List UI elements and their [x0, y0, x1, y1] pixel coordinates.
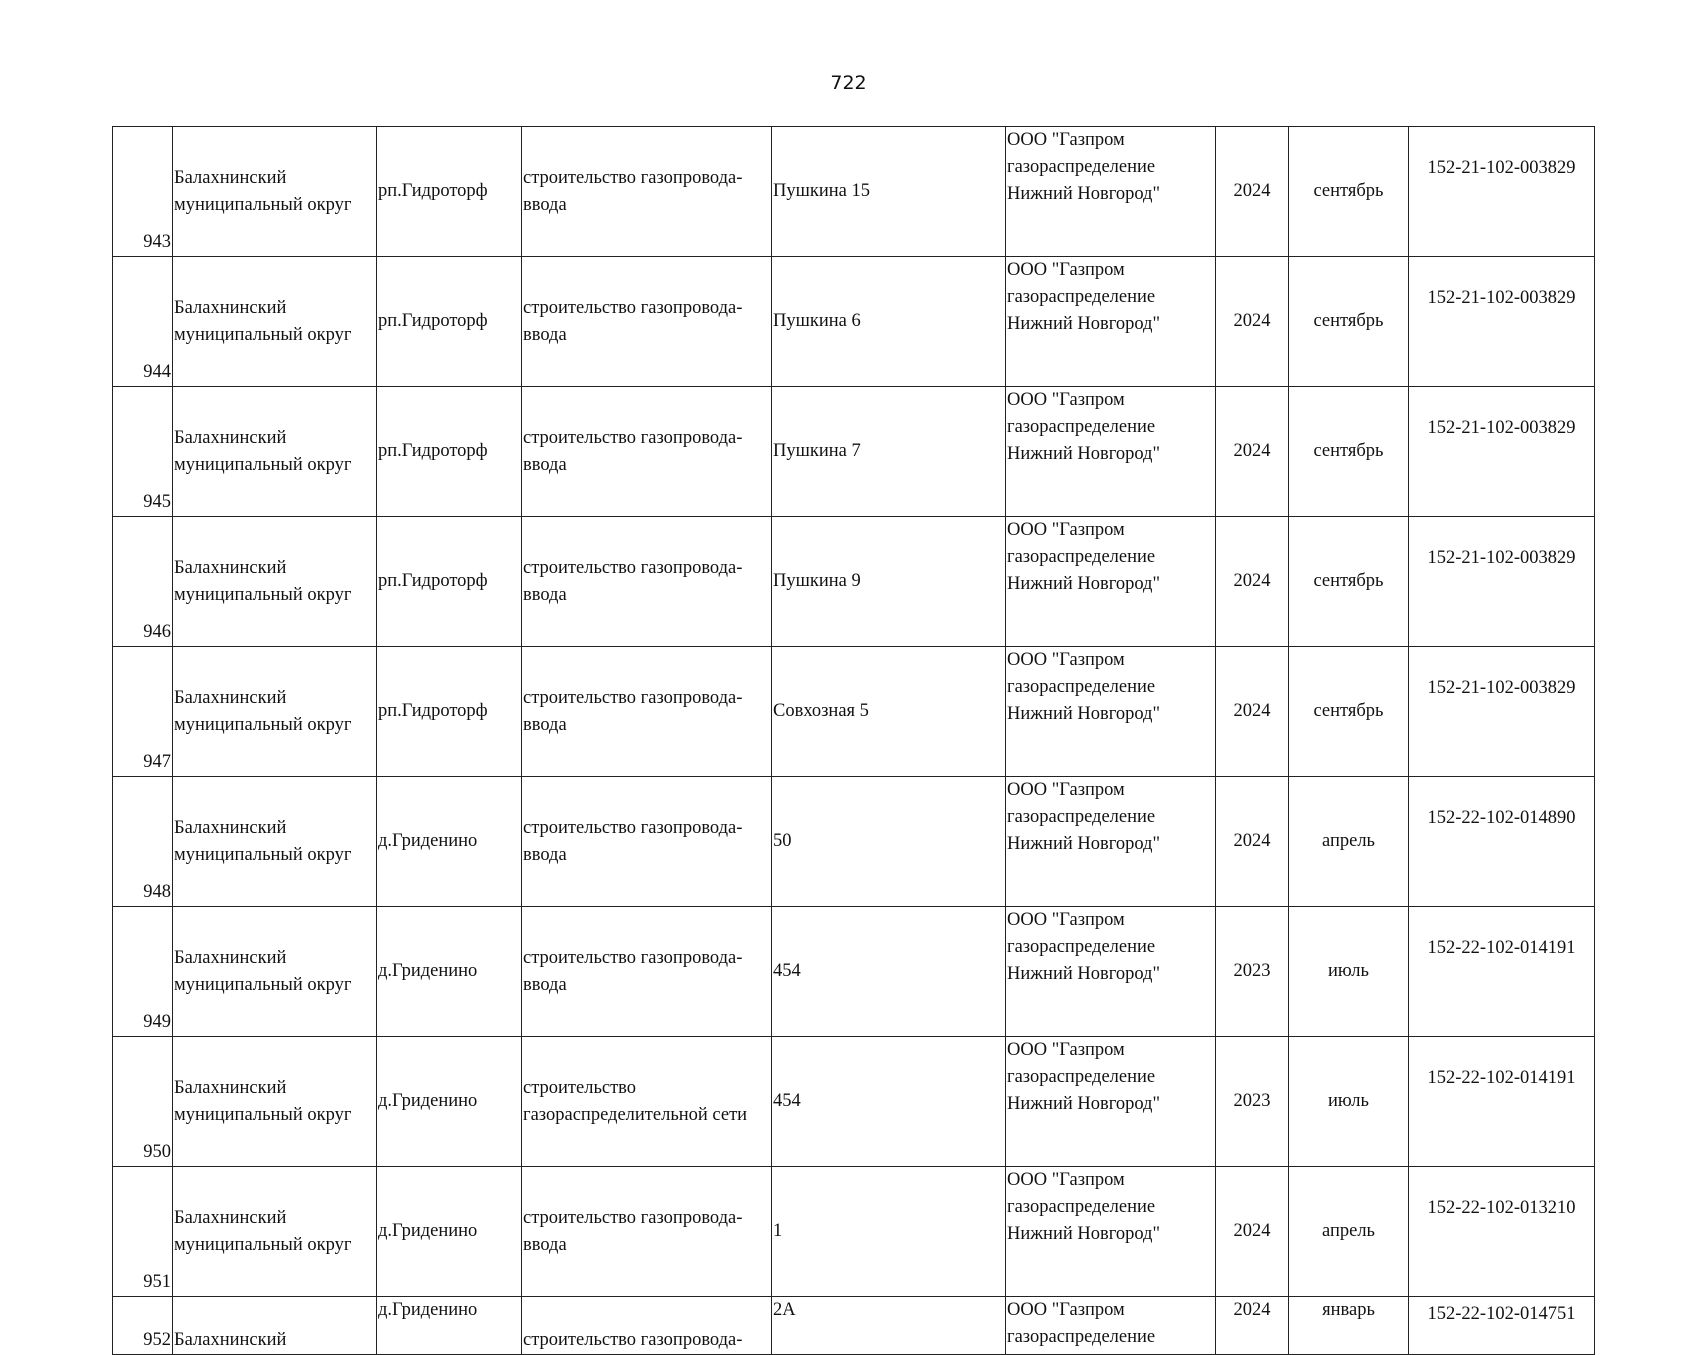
district-cell: Балахнинский муниципальный округ [173, 777, 377, 907]
month-cell: сентябрь [1289, 387, 1409, 517]
locality-cell: д.Гриденино [377, 1037, 522, 1167]
year-cell: 2024 [1216, 127, 1289, 257]
table-row [113, 257, 1595, 387]
district-cell: Балахнинский муниципальный округ [173, 127, 377, 257]
row-number: 952 [113, 1297, 173, 1355]
locality-cell: рп.Гидроторф [377, 387, 522, 517]
row-number: 950 [113, 1037, 173, 1167]
work-type-cell: строительство газопровода- ввода [522, 127, 772, 257]
district-cell: Балахнинский муниципальный округ [173, 517, 377, 647]
month-cell: сентябрь [1289, 517, 1409, 647]
registry-table [112, 126, 1595, 1355]
organization-cell: ООО "Газпром газораспределение Нижний Новгород" [1006, 387, 1216, 517]
row-number: 948 [113, 777, 173, 907]
page-number: 722 [830, 72, 867, 94]
table-row [113, 647, 1595, 777]
month-cell: сентябрь [1289, 127, 1409, 257]
registry-code-cell: 152-21-102-003829 [1409, 257, 1595, 387]
registry-code-cell: 152-22-102-014890 [1409, 777, 1595, 907]
row-number: 944 [113, 257, 173, 387]
table-row [113, 1297, 1595, 1355]
table-row [113, 127, 1595, 257]
year-cell: 2024 [1216, 517, 1289, 647]
address-cell: 454 [772, 907, 1006, 1037]
year-cell: 2024 [1216, 387, 1289, 517]
locality-cell: рп.Гидроторф [377, 517, 522, 647]
registry-code-cell: 152-22-102-014751 [1409, 1297, 1595, 1355]
registry-code-cell: 152-21-102-003829 [1409, 387, 1595, 517]
work-type-cell: строительство газопровода- ввода [522, 517, 772, 647]
registry-code-cell: 152-22-102-014191 [1409, 1037, 1595, 1167]
address-cell: Пушкина 9 [772, 517, 1006, 647]
month-cell: июль [1289, 1037, 1409, 1167]
registry-code-cell: 152-21-102-003829 [1409, 127, 1595, 257]
address-cell: 1 [772, 1167, 1006, 1297]
organization-cell: ООО "Газпром газораспределение Нижний Новгород" [1006, 647, 1216, 777]
organization-cell: ООО "Газпром газораспределение Нижний Новгород" [1006, 907, 1216, 1037]
month-cell: сентябрь [1289, 257, 1409, 387]
month-cell: апрель [1289, 1167, 1409, 1297]
address-cell: Пушкина 7 [772, 387, 1006, 517]
locality-cell: рп.Гидроторф [377, 647, 522, 777]
address-cell: 50 [772, 777, 1006, 907]
year-cell: 2023 [1216, 1037, 1289, 1167]
address-cell: 2А [772, 1297, 1006, 1355]
year-cell: 2024 [1216, 647, 1289, 777]
year-cell: 2024 [1216, 257, 1289, 387]
work-type-cell: строительство газопровода- ввода [522, 907, 772, 1037]
work-type-cell: строительство газопровода- ввода [522, 777, 772, 907]
district-cell: Балахнинский муниципальный округ [173, 1037, 377, 1167]
district-cell: Балахнинский муниципальный округ [173, 907, 377, 1037]
year-cell: 2023 [1216, 907, 1289, 1037]
locality-cell: д.Гриденино [377, 1167, 522, 1297]
table-row [113, 777, 1595, 907]
organization-cell: ООО "Газпром газораспределение Нижний Новгород" [1006, 257, 1216, 387]
row-number: 949 [113, 907, 173, 1037]
table-row [113, 1037, 1595, 1167]
year-cell: 2024 [1216, 1297, 1289, 1355]
row-number: 947 [113, 647, 173, 777]
month-cell: июль [1289, 907, 1409, 1037]
address-cell: Совхозная 5 [772, 647, 1006, 777]
table-row [113, 387, 1595, 517]
locality-cell: рп.Гидроторф [377, 127, 522, 257]
work-type-cell: строительство газораспределительной сети [522, 1037, 772, 1167]
row-number: 945 [113, 387, 173, 517]
row-number: 951 [113, 1167, 173, 1297]
district-cell: Балахнинский муниципальный округ [173, 257, 377, 387]
month-cell: апрель [1289, 777, 1409, 907]
organization-cell: ООО "Газпром газораспределение Нижний Новгород" [1006, 777, 1216, 907]
organization-cell: ООО "Газпром газораспределение Нижний Новгород" [1006, 127, 1216, 257]
organization-cell: ООО "Газпром газораспределение Нижний Новгород" [1006, 1167, 1216, 1297]
row-number: 943 [113, 127, 173, 257]
registry-code-cell: 152-21-102-003829 [1409, 647, 1595, 777]
address-cell: Пушкина 15 [772, 127, 1006, 257]
work-type-cell: строительство газопровода- [522, 1297, 772, 1355]
work-type-cell: строительство газопровода- ввода [522, 387, 772, 517]
year-cell: 2024 [1216, 777, 1289, 907]
table-row [113, 517, 1595, 647]
table-row [113, 1167, 1595, 1297]
organization-cell: ООО "Газпром газораспределение Нижний Новгород" [1006, 517, 1216, 647]
address-cell: Пушкина 6 [772, 257, 1006, 387]
month-cell: сентябрь [1289, 647, 1409, 777]
district-cell: Балахнинский муниципальный округ [173, 1167, 377, 1297]
month-cell: январь [1289, 1297, 1409, 1355]
organization-cell: ООО "Газпром газораспределение Нижний Новгород" [1006, 1037, 1216, 1167]
work-type-cell: строительство газопровода- ввода [522, 1167, 772, 1297]
district-cell: Балахнинский [173, 1297, 377, 1355]
table-row [113, 907, 1595, 1037]
locality-cell: д.Гриденино [377, 777, 522, 907]
work-type-cell: строительство газопровода- ввода [522, 647, 772, 777]
district-cell: Балахнинский муниципальный округ [173, 647, 377, 777]
row-number: 946 [113, 517, 173, 647]
organization-cell: ООО "Газпром газораспределение [1006, 1297, 1216, 1355]
registry-code-cell: 152-21-102-003829 [1409, 517, 1595, 647]
locality-cell: рп.Гидроторф [377, 257, 522, 387]
year-cell: 2024 [1216, 1167, 1289, 1297]
locality-cell: д.Гриденино [377, 1297, 522, 1355]
work-type-cell: строительство газопровода- ввода [522, 257, 772, 387]
address-cell: 454 [772, 1037, 1006, 1167]
district-cell: Балахнинский муниципальный округ [173, 387, 377, 517]
registry-code-cell: 152-22-102-013210 [1409, 1167, 1595, 1297]
registry-code-cell: 152-22-102-014191 [1409, 907, 1595, 1037]
locality-cell: д.Гриденино [377, 907, 522, 1037]
